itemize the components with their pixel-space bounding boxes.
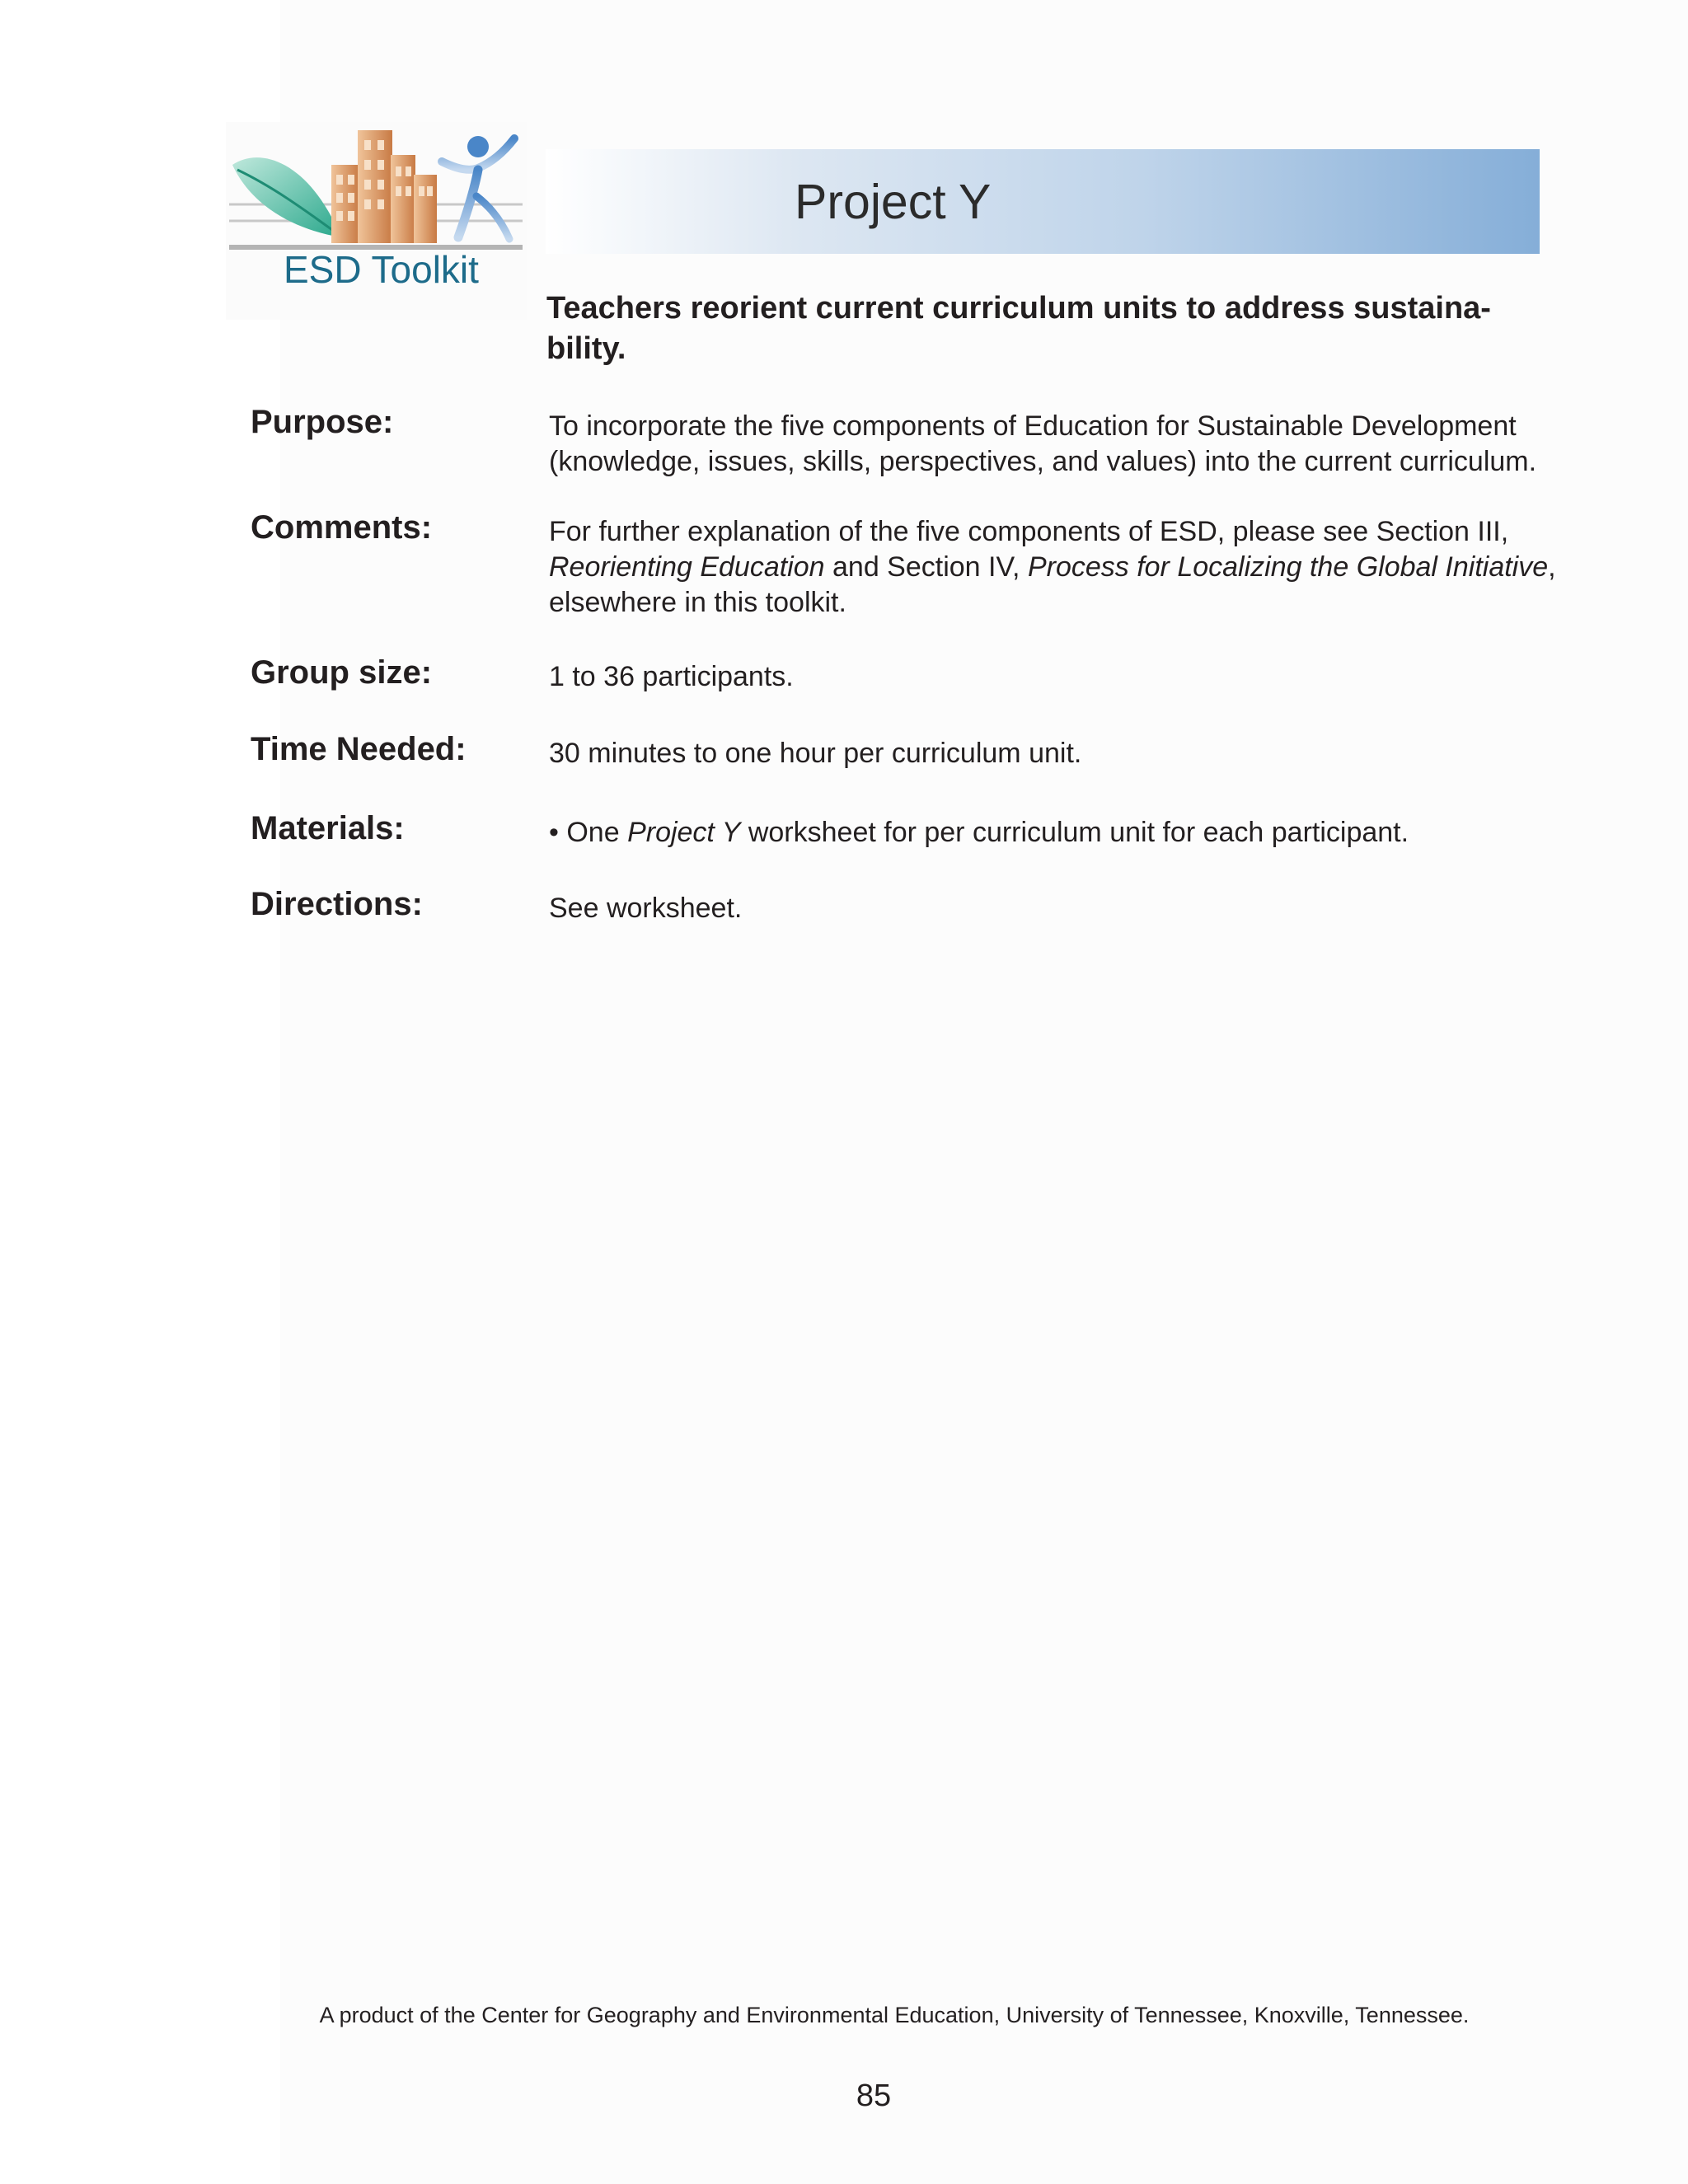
materials-label: Materials:: [251, 810, 405, 846]
comments-line-2: [549, 550, 1563, 585]
subtitle: Teachers reorient current curriculum units to address sustaina-bility.: [546, 291, 1491, 366]
materials-italic: Project Y: [627, 817, 741, 848]
directions-label: Directions:: [251, 886, 423, 922]
purpose-label: Purpose:: [251, 404, 394, 440]
comments-mid-text: and Section IV,: [824, 551, 1028, 583]
comments-italic-process: Process for Localizing the Global Initiative: [1027, 551, 1549, 583]
materials-suffix: worksheet for per curriculum unit for each participant.: [740, 817, 1409, 848]
esd-toolkit-logo: [226, 122, 528, 320]
logo-text: ESD Toolkit: [284, 248, 479, 291]
logo-graphic-icon: [226, 122, 528, 254]
directions-value: See worksheet.: [549, 893, 743, 924]
comments-label: Comments:: [251, 509, 433, 546]
page-number: 85: [856, 2079, 892, 2113]
comments-line-1: For further explanation of the five components of ESD, please see Section III,: [549, 516, 1509, 547]
materials-value: [549, 815, 1563, 851]
purpose-line-2: (knowledge, issues, skills, perspectives, and values) into the current curriculum.: [549, 446, 1537, 477]
comments-value: [549, 514, 1563, 621]
footer-credit: A product of the Center for Geography and Environmental Education, University of Tennessee, Knoxville, Tennessee.: [319, 2003, 1470, 2027]
materials-prefix: • One: [549, 817, 628, 848]
title-banner: [546, 149, 1540, 254]
comments-comma: ,: [1548, 551, 1556, 583]
group-size-label: Group size:: [251, 654, 433, 691]
purpose-line-1: To incorporate the five components of Education for Sustainable Development: [549, 410, 1517, 442]
purpose-value: [549, 409, 1563, 480]
time-needed-label: Time Needed:: [251, 731, 467, 767]
comments-line-3: elsewhere in this toolkit.: [549, 587, 846, 618]
time-needed-value: 30 minutes to one hour per curriculum unit.: [549, 738, 1082, 769]
group-size-value: 1 to 36 participants.: [549, 661, 794, 692]
comments-italic-reorienting: Reorienting Education: [549, 551, 825, 583]
page-title: Project Y: [795, 175, 992, 229]
